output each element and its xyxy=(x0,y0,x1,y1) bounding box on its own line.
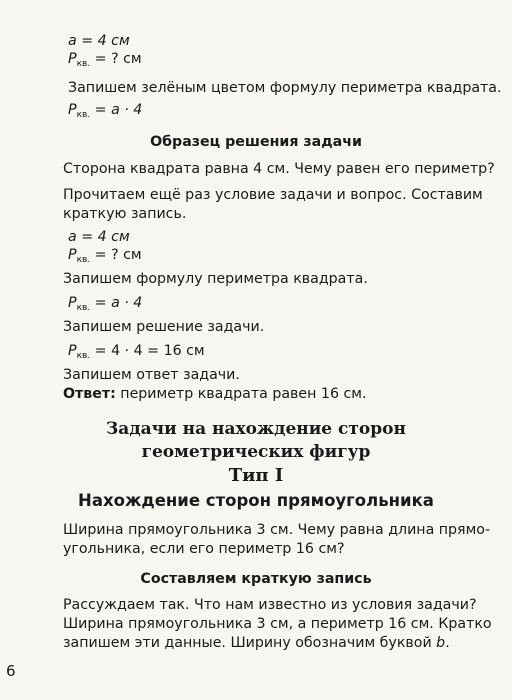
short-record-heading: Составляем краткую запись xyxy=(140,571,372,587)
write-solution-line: Запишем решение задачи. xyxy=(63,319,265,335)
section-title-1: Задачи на нахождение сторон xyxy=(106,419,406,439)
sample-p-rest: = ? см xyxy=(90,247,142,263)
reason-3-text: запишем эти данные. Ширину обозначим буквой xyxy=(63,635,437,651)
given-side-line: a = 4 см xyxy=(68,33,130,49)
write-formula-line: Запишем формулу периметра квадрата. xyxy=(63,271,368,287)
task-line-1: Ширина прямоугольника 3 см. Чему равна длина прямо- xyxy=(63,522,491,538)
sample-solution xyxy=(68,342,205,365)
section-title-2: геометрических фигур xyxy=(141,442,371,462)
task-line-2: угольника, если его периметр 16 см? xyxy=(63,541,345,557)
perimeter-subscript: кв. xyxy=(76,59,91,69)
answer-label: Ответ: xyxy=(63,386,116,402)
reason-3-end: . xyxy=(445,635,450,651)
formula-symbol: P xyxy=(68,102,77,118)
sample-f-rest: = a · 4 xyxy=(90,295,143,311)
reread-line-2: краткую запись. xyxy=(63,206,187,222)
given-perimeter-line xyxy=(68,50,142,73)
page-number: 6 xyxy=(6,662,16,680)
sample-heading: Образец решения задачи xyxy=(150,134,362,150)
sample-s-rest: = 4 · 4 = 16 см xyxy=(90,343,205,359)
sample-s-subscript: кв. xyxy=(76,351,91,361)
sample-formula xyxy=(68,294,142,317)
formula-line xyxy=(68,101,142,124)
sample-given-side: a = 4 см xyxy=(68,229,130,245)
reason-line-2: Ширина прямоугольника 3 см, а периметр 16 см. Кратко xyxy=(63,616,492,632)
sample-p-subscript: кв. xyxy=(76,255,91,265)
reread-line-1: Прочитаем ещё раз условие задачи и вопрос. Составим xyxy=(63,187,483,203)
section-type: Тип I xyxy=(228,465,284,486)
sample-f-symbol: P xyxy=(68,295,77,311)
formula-subscript: кв. xyxy=(76,110,91,120)
perimeter-rest: = ? см xyxy=(90,51,142,67)
sample-p-symbol: P xyxy=(68,247,77,263)
reason-line-3 xyxy=(63,634,450,652)
answer-text: периметр квадрата равен 16 см. xyxy=(115,386,367,402)
answer-line xyxy=(63,385,367,403)
perimeter-symbol: P xyxy=(68,51,77,67)
width-letter: b xyxy=(436,635,446,651)
sample-given-perimeter xyxy=(68,246,142,269)
section-subtitle: Нахождение сторон прямоугольника xyxy=(78,491,434,510)
reason-line-1: Рассуждаем так. Что нам известно из условия задачи? xyxy=(63,597,477,613)
sample-f-subscript: кв. xyxy=(76,303,91,313)
write-answer-line: Запишем ответ задачи. xyxy=(63,367,240,383)
sample-task: Сторона квадрата равна 4 см. Чему равен его периметр? xyxy=(63,161,495,177)
green-formula-instruction: Запишем зелёным цветом формулу периметра квадрата. xyxy=(68,80,502,96)
sample-s-symbol: P xyxy=(68,343,77,359)
formula-rest: = a · 4 xyxy=(90,102,143,118)
